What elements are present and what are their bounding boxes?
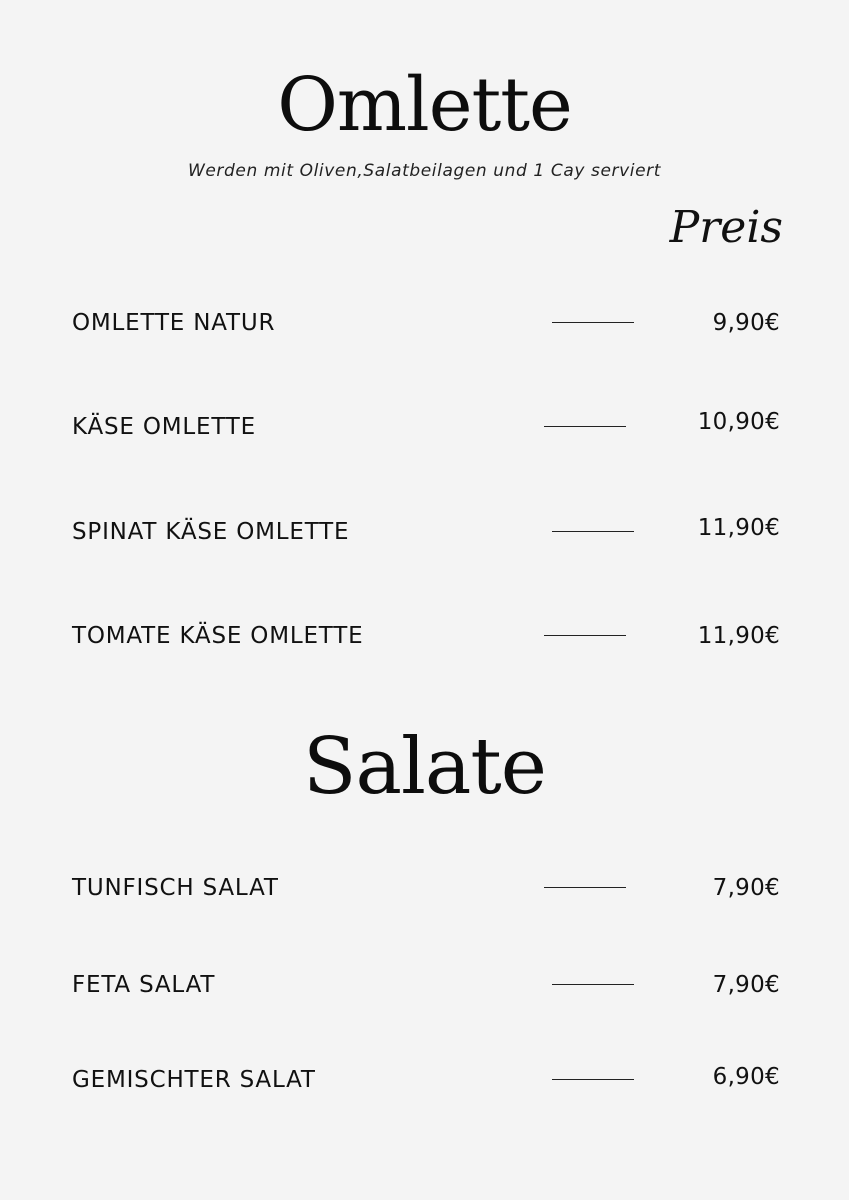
menu-item-name: TUNFISCH SALAT <box>72 875 279 901</box>
menu-item-kaese-omlette <box>72 409 780 445</box>
menu-item-omlette-natur <box>72 305 780 341</box>
menu-item-gemischter-salat <box>72 1062 780 1098</box>
menu-item-price: 7,90€ <box>712 972 780 998</box>
section-title-salate: Salate <box>303 722 546 812</box>
menu-item-divider <box>544 887 626 888</box>
section-subtitle-omlette: Werden mit Oliven,Salatbeilagen und 1 Cay serviert <box>187 161 662 181</box>
menu-item-price: 7,90€ <box>712 875 780 901</box>
price-column-header: Preis <box>669 202 783 253</box>
menu-item-divider <box>544 635 626 636</box>
menu-item-divider <box>552 322 634 323</box>
menu-item-divider <box>552 984 634 985</box>
menu-item-name: KÄSE OMLETTE <box>72 414 256 440</box>
menu-item-divider <box>552 531 634 532</box>
menu-item-name: OMLETTE NATUR <box>72 310 276 336</box>
menu-item-name: GEMISCHTER SALAT <box>72 1067 316 1093</box>
menu-item-price: 11,90€ <box>697 623 780 649</box>
menu-item-name: TOMATE KÄSE OMLETTE <box>72 623 364 649</box>
menu-item-price: 6,90€ <box>712 1064 780 1090</box>
menu-item-feta-salat <box>72 967 780 1003</box>
menu-item-divider <box>552 1079 634 1080</box>
section-title-omlette: Omlette <box>277 62 572 148</box>
menu-item-tunfisch-salat <box>72 870 780 906</box>
menu-item-spinat-kaese-omlette <box>72 514 780 550</box>
menu-item-price: 10,90€ <box>697 409 780 435</box>
menu-item-name: SPINAT KÄSE OMLETTE <box>72 519 350 545</box>
menu-item-divider <box>544 426 626 427</box>
menu-item-price: 11,90€ <box>697 515 780 541</box>
menu-item-price: 9,90€ <box>712 310 780 336</box>
menu-item-name: FETA SALAT <box>72 972 216 998</box>
menu-item-tomate-kaese-omlette <box>72 618 780 654</box>
